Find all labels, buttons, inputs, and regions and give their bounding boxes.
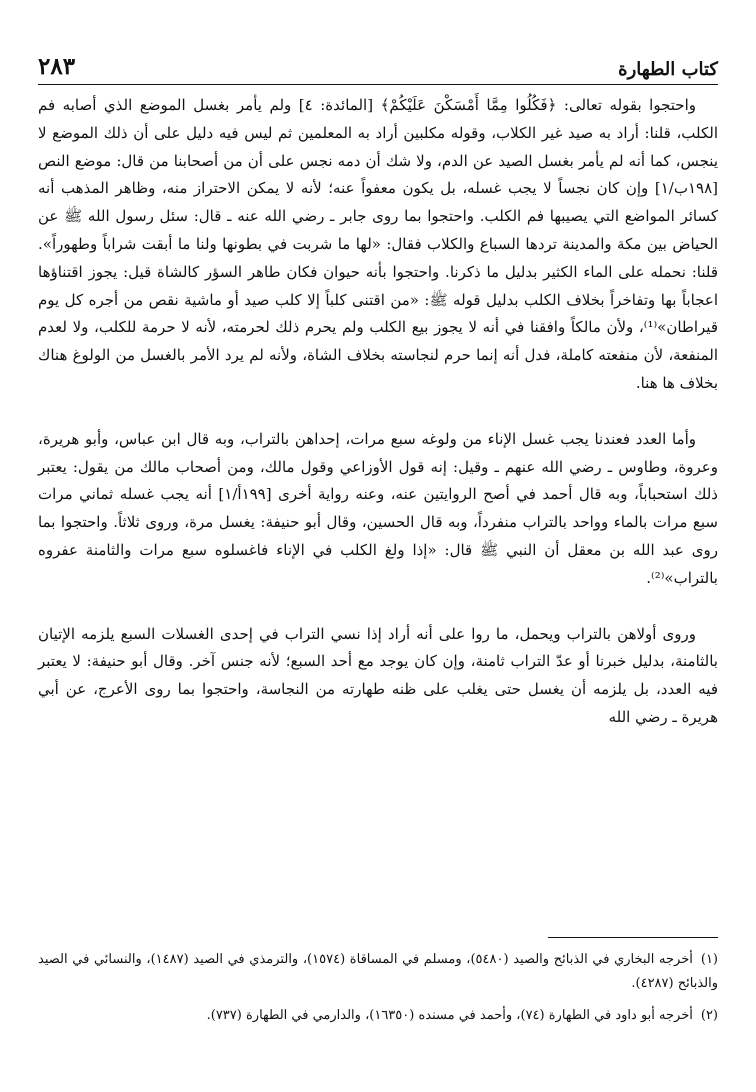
page-header bbox=[38, 50, 718, 80]
footnote-text: أخرجه أبو داود في الطهارة (٧٤)، وأحمد في مسنده (١٦٣٥٠)، والدارمي في الطهارة (٧٣٧). bbox=[206, 1008, 693, 1023]
paragraph: وروى أولاهن بالتراب ويحمل، ما روا على أنه أراد إذا نسي التراب في إحدى الغسلات السبع يلزمه الإتيان بالثامنة، بدليل خبرنا أو عدّ التراب ثامنة، وإن كان يوجد مع أحد السبع؛ لأنه جنس آخر. وقال أبو حنيفة: لا يعتبر فيه العدد، بل يلزمه أن يغسل حتى يغلب على ظنه طهارته من النجاسة، واحتجوا بما روى الأعرج، عن أبي هريرة ـ رضي الله bbox=[38, 624, 718, 726]
footnote-number: (٢) bbox=[700, 1008, 718, 1023]
footnotes bbox=[38, 948, 718, 1036]
footnote bbox=[38, 1004, 718, 1028]
page-number: ٢٨٣ bbox=[38, 53, 76, 80]
header-divider bbox=[38, 84, 718, 85]
footnote-text: أخرجه البخاري في الذبائح والصيد (٥٤٨٠)، ومسلم في المساقاة (١٥٧٤)، والترمذي في الصيد (١٤٨٧)، والنسائي في الصيد والذبائح (٤٢٨٧). bbox=[38, 952, 718, 991]
footnote bbox=[38, 948, 718, 996]
footnote-divider bbox=[548, 937, 718, 938]
paragraph: واحتجوا بقوله تعالى: ﴿فَكُلُوا مِمَّا أَمْسَكْنَ عَلَيْكُمْ﴾ [المائدة: ٤] ولم يأمر بغسل الموضع الذي أصابه فم الكلب، قلنا: أراد به صيد غير الكلاب، وقوله مكلبين أراد به المعلمين ثم ليس فيه دليل على أن ذلك الموضع لا ينجس، كما أنه لم يأمر بغسل الصيد عن الدم، ولا شك أن دمه نجس على أن من أصحابنا من قال: موضع النص [١٩٨ب/١] وإن كان نجساً لا يجب غسله، بل يكون معفواً عنه؛ لأنه لا يمكن الاحتراز منه، وظاهر المذهب أنه كسائر المواضع التي يصيبها فم الكلب. واحتجوا بما روى جابر ـ رضي الله عنه ـ قال: سئل رسول الله ﷺ عن الحياض بين مكة والمدينة تردها السباع والكلاب فقال: «لها ما شربت في بطونها ولنا ما أبقت شراباً وطهوراً». قلنا: نحمله على الماء الكثير بدليل ما ذكرنا. واحتجوا بأنه حيوان فكان طاهر السؤر كالشاة قيل: يجوز اقتناؤها اعجاباً بها وتفاخراً بخلاف الكلب بدليل قوله ﷺ: «من اقتنى كلباً إلا كلب صيد أو ماشية نقص من أجره كل يوم قيراطان»⁽¹⁾، ولأن مالكاً وافقنا في أنه لا يجوز بيع الكلب ولم يحرم ذلك لحرمته، لأنه لا حرمة للكلب، ولا لعدم المنفعة، لأن منفعته كاملة، فدل أنه إنما حرم لنجاسته بخلاف الشاة، ولأنه لم يرد الأمر بالغسل من الولوغ هناك بخلاف ها هنا. bbox=[38, 96, 718, 392]
book-title: كتاب الطهارة bbox=[618, 59, 718, 80]
footnote-number: (١) bbox=[700, 952, 718, 967]
main-text bbox=[38, 92, 718, 732]
paragraph: وأما العدد فعندنا يجب غسل الإناء من ولوغه سبع مرات، إحداهن بالتراب، وبه قال ابن عباس، وأبو هريرة، وعروة، وطاوس ـ رضي الله عنهم ـ وقيل: إنه قول الأوزاعي وقول مالك، ومن أصحاب مالك من يقول: يعتبر ذلك استحباباً، وبه قال أحمد في أصح الروايتين عنه، وعنه رواية أخرى [١٩٩أ/١] أنه يجب غسله ثماني مرات سبع مرات بالماء وواحد بالتراب منفرداً، وبه قال الحسين، وقال أبو حنيفة: يغسل مرة، وروى ثلاثاً. واحتجوا بما روى عبد الله بن معقل أن النبي ﷺ قال: «إذا ولغ الكلب في الإناء فاغسلوه سبع مرات والثامنة عفروه بالتراب»⁽²⁾. bbox=[38, 429, 718, 587]
